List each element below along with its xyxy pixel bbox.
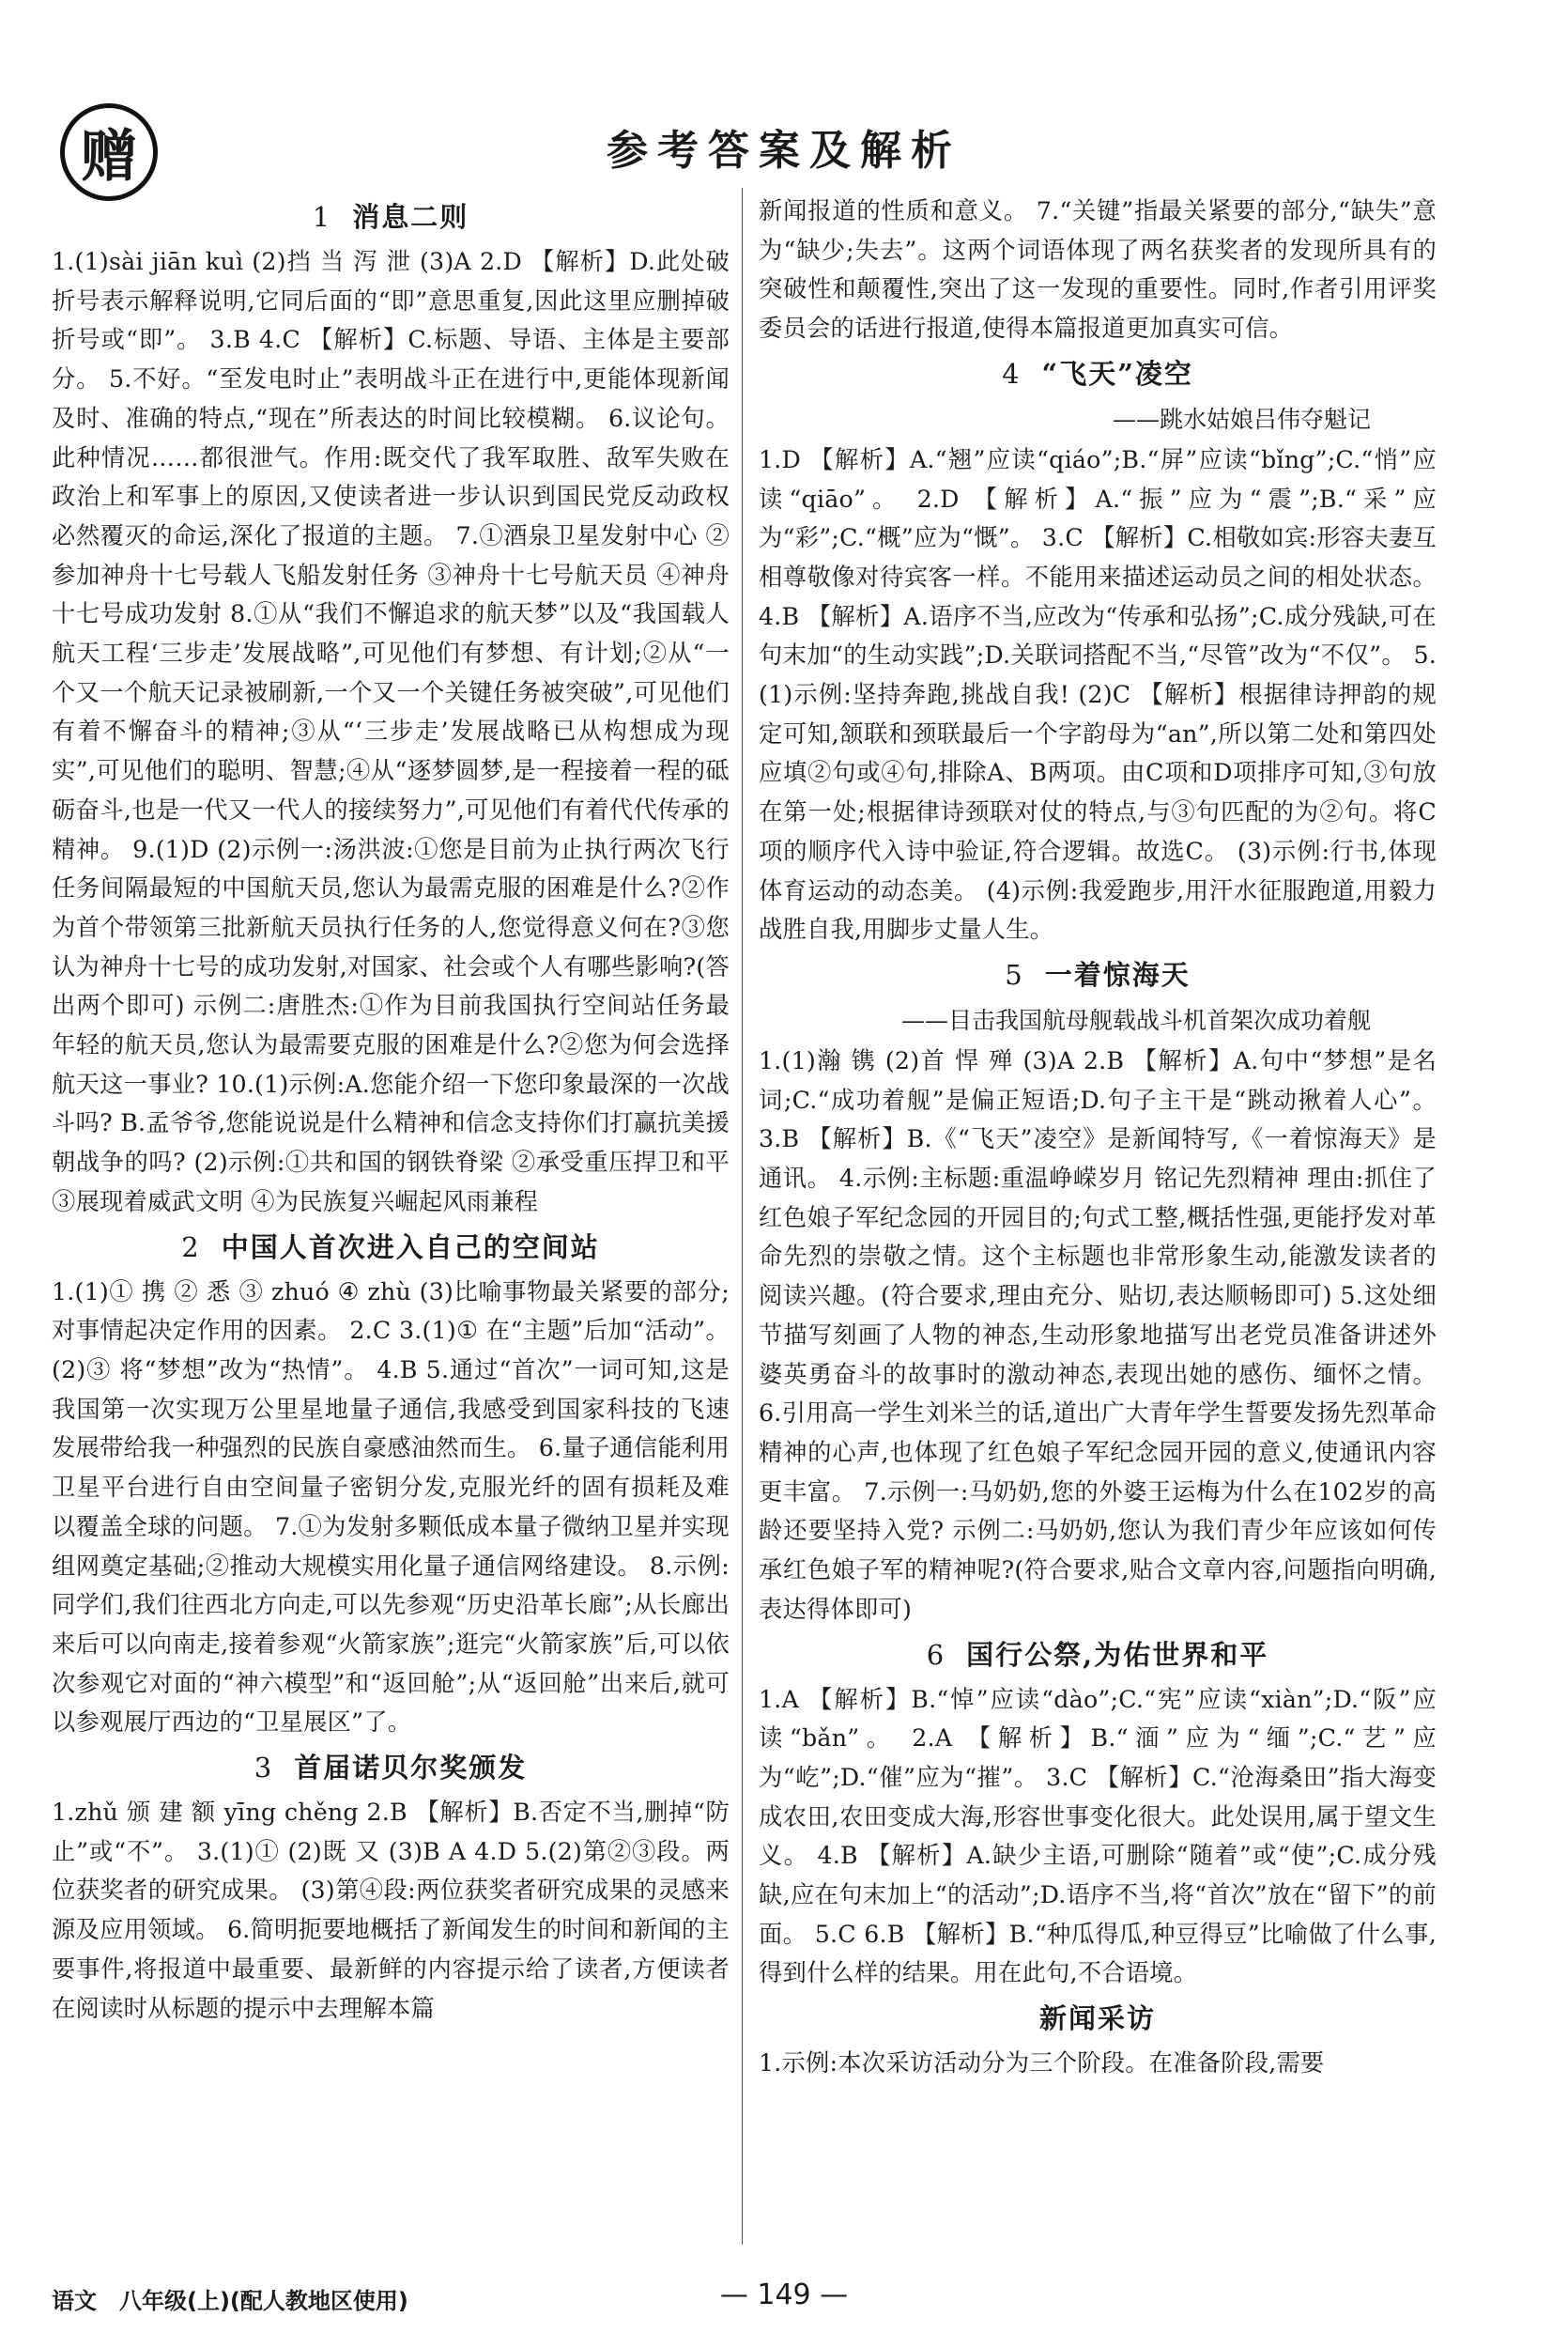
answer-paragraph: 1.zhǔ 颁 建 额 yīng chěng 2.B 【解析】B.否定不当,删掉“防止”或“不”。 3.(1)① (2)既 又 (3)B A 4.D 5.(2)第②③段。两位获奖者的研究成果。 (3)第④段:两位获奖者研究成果的灵感来源及应用领域。 6.简明扼要地概括了新闻发生的时间和新闻的主要事件,将报道中最重要、最新鲜的内容提示给了读者,方便读者在阅读时从标题的提示中去理解本篇 [52,1799,730,2022]
section-title-text: 消息二则 [352,201,469,233]
section-title [759,350,1437,397]
section-title [759,1995,1437,2042]
section-subtitle: ——目击我国航母舰载战斗机首架次成功着舰 [900,1006,1371,1034]
section-title-text: 首届诺贝尔奖颁发 [294,1752,528,1784]
section-title-text: 中国人首次进入自己的空间站 [221,1230,600,1263]
answer-paragraph: 1.A 【解析】B.“悼”应读“dào”;C.“宪”应读“xiàn”;D.“阪”应读“bǎn”。 2.A 【解析】B.“湎”应为“缅”;C.“艺”应为“屹”;D.“催”应为“摧”。 3.C 【解析】C.“沧海桑田”指大海变成农田,农田变成大海,形容世事变化很大。此处误用,属于望文生义。 4.B 【解析】A.缺少主语,可删除“随着”或“使”;C.成分残缺,应在句末加上“的活动”;D.语序不当,将“首次”放在“留下”的前面。 5.C 6.B 【解析】B.“种瓜得瓜,种豆得豆”比喻做了什么事,得到什么样的结果。用在此句,不合语境。 [759,1685,1437,1987]
section-number: 1 [312,201,332,233]
section-title-text: “飞天”凌空 [1041,357,1193,390]
section-number: 5 [1005,958,1024,991]
page-number: — 149 — [719,2278,849,2311]
answer-paragraph: 新闻报道的性质和意义。 7.“关键”指最关紧要的部分,“缺失”意为“缺少;失去”。这两个词语体现了两名获奖者的发现所具有的突破性和颠覆性,突出了这一发现的重要性。同时,作者引用评奖委员会的话进行报道,使得本篇报道更加真实可信。 [759,197,1437,343]
section-title-text: 新闻采访 [1038,2002,1156,2035]
answer-paragraph: 1.D 【解析】A.“翘”应读“qiáo”;B.“屏”应读“bǐng”;C.“悄”应读“qiāo”。 2.D 【解析】A.“振”应为“震”;B.“采”应为“彩”;C.“概”应为“慨”。 3.C 【解析】C.相敬如宾:形容夫妻互相尊敬像对待宾客一样。不能用来描述运动员之间的相处状态。 4.B 【解析】A.语序不当,应改为“传承和弘扬”;C.成分残缺,可在句末加“的生动实践”;D.关联词搭配不当,“尽管”改为“不仅”。 5.(1)示例:坚持奔跑,挑战自我! (2)C 【解析】根据律诗押韵的规定可知,颔联和颈联最后一个字韵母为“an”,所以第二处和第四处应填②句或④句,排除A、B两项。由C项和D项排序可知,③句放在第一处;根据律诗颈联对仗的特点,与③句匹配的为②句。将C项的顺序代入诗中验证,符合逻辑。故选C。 (3)示例:行书,体现体育运动的动态美。 (4)示例:我爱跑步,用汗水征服跑道,用毅力战胜自我,用脚步丈量人生。 [759,445,1437,944]
section-title [759,951,1437,998]
section-title [52,193,730,240]
section-title [52,1224,730,1271]
answer-paragraph: 1.(1)sài jiān kuì (2)挡 当 泻 泄 (3)A 2.D 【解析】D.此处破折号表示解释说明,它同后面的“即”意思重复,因此这里应删掉破折号或“即”。 3.B 4.C 【解析】C.标题、导语、主体是主要部分。 5.不好。“至发电时止”表明战斗正在进行中,更能体现新闻及时、准确的特点,“现在”所表达的时间比较模糊。 6.议论句。此种情况……都很泄气。作用:既交代了我军取胜、敌军失败在政治上和军事上的原因,又使读者进一步认识到国民党反动政权必然覆灭的命运,深化了报道的主题。 7.①酒泉卫星发射中心 ②参加神舟十七号载人飞船发射任务 ③神舟十七号航天员 ④神舟十七号成功发射 8.①从“我们不懈追求的航天梦”以及“我国载人航天工程‘三步走’发展战略”,可见他们有梦想、有计划;②从“一个又一个航天记录被刷新,一个又一个关键任务被突破”,可见他们有着不懈奋斗的精神;③从“‘三步走’发展战略已从构想成为现实”,可见他们的聪明、智慧;④从“逐梦圆梦,是一程接着一程的砥砺奋斗,也是一代又一代人的接续努力”,可见他们有着代代传承的精神。 9.(1)D (2)示例一:汤洪波:①您是目前为止执行两次飞行任务间隔最短的中国航天员,您认为最需克服的困难是什么?②作为首个带领第三批新航天员执行任务的人,您觉得意义何在?③您认为神舟十七号的成功发射,对国家、社会或个人有哪些影响?(答出两个即可) 示例二:唐胜杰:①作为目前我国执行空间站任务最年轻的航天员,您认为最需要克服的困难是什么?②您为何会选择航天这一事业? 10.(1)示例:A.您能介绍一下您印象最深的一次战斗吗? B.孟爷爷,您能说说是什么精神和信念支持你们打赢抗美援朝战争的吗? (2)示例:①共和国的钢铁脊梁 ②承受重压捍卫和平 ③展现着威武文明 ④为民族复兴崛起风雨兼程 [52,248,730,1215]
left-column [52,192,730,2239]
right-column [759,192,1437,2239]
footer-book-info: 语文 八年级(上)(配人教地区使用) [52,2288,408,2314]
section-title [52,1744,730,1791]
section-number: 4 [1002,357,1022,390]
answer-paragraph: 1.(1)① 携 ② 悉 ③ zhuó ④ zhù (3)比喻事物最关紧要的部分;对事情起决定作用的因素。 2.C 3.(1)① 在“主题”后加“活动”。 (2)③ 将“梦想”改为“热情”。 4.B 5.通过“首次”一词可知,这是我国第一次实现万公里星地量子通信,我感受到国家科技的飞速发展带给我一种强烈的民族自豪感油然而生。 6.量子通信能利用卫星平台进行自由空间量子密钥分发,克服光纤的固有损耗及难以覆盖全球的问题。 7.①为发射多颗低成本量子微纳卫星并实现组网奠定基础;②推动大规模实用化量子通信网络建设。 8.示例:同学们,我们往西北方向走,可以先参观“历史沿革长廊”;从长廊出来后可以向南走,接着参观“火箭家族”;逛完“火箭家族”后,可以依次参观它对面的“神六模型”和“返回舱”;从“返回舱”出来后,就可以参观展厅西边的“卫星展区”了。 [52,1277,730,1737]
section-number: 3 [254,1752,274,1784]
section-title-text: 一着惊海天 [1044,958,1191,991]
column-divider [742,188,743,2245]
section-number: 2 [181,1230,201,1263]
section-title-text: 国行公祭,为佑世界和平 [966,1638,1269,1671]
answer-paragraph: 1.(1)瀚 镌 (2)首 悍 殚 (3)A 2.B 【解析】A.句中“梦想”是名词;C.“成功着舰”是偏正短语;D.句子主干是“跳动揪着人心”。 3.B 【解析】B.《“飞天”凌空》是新闻特写,《一着惊海天》是通讯。 4.示例:主标题:重温峥嵘岁月 铭记先烈精神 理由:抓住了红色娘子军纪念园的开园目的;句式工整,概括性强,更能抒发对革命先烈的崇敬之情。这个主标题也非常形象生动,能激发读者的阅读兴趣。(符合要求,理由充分、贴切,表达顺畅即可) 5.这处细节描写刻画了人物的神态,生动形象地描写出老党员准备讲述外婆英勇奋斗的故事时的激动神态,表现出她的感伤、缅怀之情。 6.引用高一学生刘米兰的话,道出广大青年学生誓要发扬先烈革命精神的心声,也体现了红色娘子军纪念园开园的意义,使通讯内容更丰富。 7.示例一:马奶奶,您的外婆王运梅为什么在102岁的高龄还要坚持入党? 示例二:马奶奶,您认为我们青少年应该如何传承红色娘子军的精神呢?(符合要求,贴合文章内容,问题指向明确,表达得体即可) [759,1046,1437,1623]
section-title [759,1631,1437,1678]
answer-paragraph: 1.示例:本次采访活动分为三个阶段。在准备阶段,需要 [759,2049,1325,2078]
section-subtitle: ——跳水姑娘吕伟夺魁记 [1112,405,1371,433]
section-number: 6 [926,1638,946,1671]
gift-stamp-char: 赠 [81,124,137,190]
page-title: 参考答案及解析 [607,127,961,175]
page-footer [0,2278,1568,2320]
